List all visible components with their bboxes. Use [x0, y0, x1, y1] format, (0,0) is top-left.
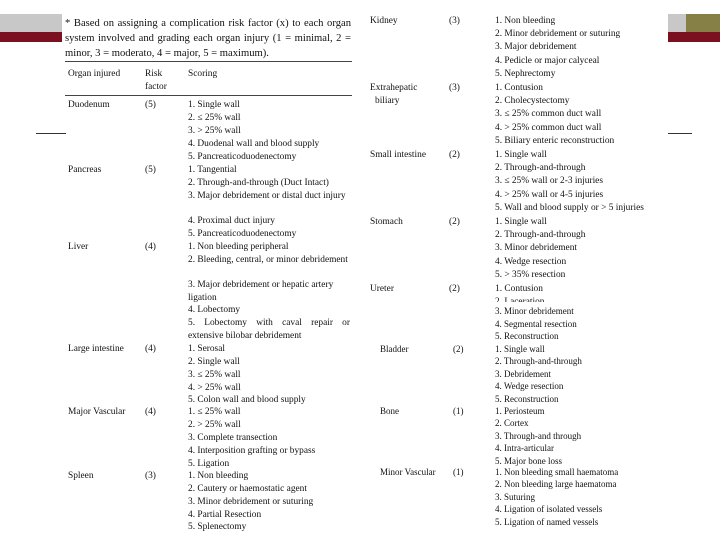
corner-block-gray-left-2: [22, 14, 62, 32]
score-item: 5. Reconstruction: [495, 394, 559, 404]
risk-bladder: (2): [453, 344, 464, 354]
score-item: 4. Intra-articular: [495, 443, 554, 453]
score-item: 4. > 25% wall: [188, 383, 241, 393]
organ-bladder: Bladder: [380, 344, 409, 354]
risk-stomach: (2): [449, 217, 460, 227]
risk-minor-vascular: (1): [453, 467, 464, 477]
organ-minor-vascular: Minor Vascular: [380, 467, 436, 477]
risk-spleen: (3): [145, 471, 156, 481]
score-item: 1. Non bleeding: [495, 16, 556, 26]
score-item: 4. > 25% common duct wall: [495, 123, 602, 133]
score-item: 3. ≤ 25% wall or 2-3 injuries: [495, 176, 603, 186]
organ-extrahepatic-biliary-line1: Extrahepatic: [370, 83, 418, 93]
score-item: 4. Ligation of isolated vessels: [495, 504, 603, 514]
risk-pancreas: (5): [145, 165, 156, 175]
corner-block-gray-left: [0, 14, 22, 32]
slide-rule-left: [36, 133, 66, 134]
score-item: 2. Minor debridement or suturing: [495, 29, 621, 39]
score-item: 2. Non bleeding large haematoma: [495, 479, 617, 489]
organ-duodenum: Duodenum: [68, 100, 110, 110]
score-item: 5. Wall and blood supply or > 5 injuries: [495, 203, 644, 213]
organ-spleen: Spleen: [68, 471, 94, 481]
score-item: 2. Through-and-through: [495, 356, 582, 366]
corner-block-maroon-left: [0, 32, 22, 42]
risk-liver: (4): [145, 242, 156, 252]
score-item: 4. Interposition grafting or bypass: [188, 446, 316, 456]
slide-rule-right: [666, 133, 692, 134]
score-item: 3. Suturing: [495, 492, 536, 502]
score-item: 2. ≤ 25% wall: [188, 113, 241, 123]
score-item: 5. Pancreaticoduodenectomy: [188, 152, 297, 162]
score-item: 3. ≤ 25% wall: [188, 370, 241, 380]
risk-major-vascular: (4): [145, 407, 156, 417]
score-item: 4. Segmental resection: [495, 319, 577, 329]
score-item: 1. Non bleeding small haematoma: [495, 467, 619, 477]
score-item: 1. Single wall: [188, 100, 240, 110]
header-scoring: Scoring: [188, 69, 218, 79]
score-item: 4. Proximal duct injury: [188, 216, 275, 226]
score-item: 5. Splenectomy: [188, 522, 247, 532]
score-item: 1. Serosal: [188, 344, 225, 354]
score-item: 2. Through-and-through (Duct Intact): [188, 178, 329, 188]
score-item: 1. Single wall: [495, 344, 545, 354]
score-item: 3. Minor debridement or suturing: [188, 497, 314, 507]
score-item: 4. Wedge resection: [495, 257, 567, 267]
score-item: 2. > 25% wall: [188, 420, 241, 430]
score-item: 4. Duodenal wall and blood supply: [188, 139, 320, 149]
score-item: 3. Through-and through: [495, 431, 582, 441]
table-footnote: * Based on assigning a complication risk factor (x) to each organ system involved and grading each organ injury (1 = minimal, 2 = minor, 3 = moderato, 4 = major, 5 = maximum).: [65, 18, 351, 59]
score-item: 2. Cautery or haemostatic agent: [188, 484, 307, 494]
score-item: 5. Ligation: [188, 459, 230, 469]
score-item: 4. > 25% wall or 4-5 injuries: [495, 190, 604, 200]
score-item: 4. Pedicle or major calyceal: [495, 56, 600, 66]
score-item: 3. Major debridement or distal duct injury: [188, 191, 346, 201]
organ-stomach: Stomach: [370, 217, 403, 227]
score-item: 3. Major debridement or hepatic artery ligation: [188, 280, 334, 304]
header-risk-factor-line1: Risk: [145, 69, 163, 79]
score-item: 1. Contusion: [495, 83, 543, 93]
score-item: 5. Biliary enteric reconstruction: [495, 136, 615, 146]
score-item: 1. Non bleeding: [188, 471, 249, 481]
score-item: 4. Lobectomy: [188, 305, 241, 315]
corner-block-maroon-left-2: [22, 32, 62, 42]
score-item: 2. Bleeding, central, or minor debridement: [188, 255, 348, 265]
score-item: 3. Major debridement: [495, 42, 577, 52]
risk-duodenum: (5): [145, 100, 156, 110]
organ-bone: Bone: [380, 406, 399, 416]
score-item: 3. Minor debridement: [495, 243, 578, 253]
score-item: 2. Through-and-through: [495, 163, 586, 173]
score-item: 3. Minor debridement: [495, 306, 574, 316]
score-item: 5. Nephrectomy: [495, 69, 556, 79]
organ-small-intestine: Small intestine: [370, 150, 426, 160]
score-item: 1. Contusion: [495, 284, 543, 294]
organ-large-intestine: Large intestine: [68, 344, 124, 354]
score-item: 5. Ligation of named vessels: [495, 517, 599, 527]
score-item: 2. Through-and-through: [495, 230, 586, 240]
score-item: 5. Lobectomy with caval repair or extensive bilobar debridement: [188, 318, 350, 342]
organ-major-vascular: Major Vascular: [68, 407, 126, 417]
risk-extrahepatic-biliary: (3): [449, 83, 460, 93]
risk-ureter: (2): [449, 284, 460, 294]
score-item: 4. Partial Resection: [188, 510, 262, 520]
risk-large-intestine: (4): [145, 344, 156, 354]
score-item: 5. > 35% resection: [495, 270, 566, 280]
score-item: 1. Single wall: [495, 217, 547, 227]
organ-kidney: Kidney: [370, 16, 398, 26]
risk-kidney: (3): [449, 16, 460, 26]
score-item: 4. Wedge resection: [495, 381, 564, 391]
table-header-rule: [65, 95, 352, 96]
corner-block-gray-right: [668, 14, 686, 32]
score-item: 3. > 25% wall: [188, 126, 241, 136]
score-item: 2. Cholecystectomy: [495, 96, 570, 106]
organ-pancreas: Pancreas: [68, 165, 102, 175]
score-item: 2. Cortex: [495, 418, 529, 428]
score-item: 1. ≤ 25% wall: [188, 407, 241, 417]
table-top-rule: [65, 61, 352, 62]
corner-block-olive-right: [686, 14, 720, 32]
header-risk-factor-line2: factor: [145, 82, 167, 92]
score-item: 3. Debridement: [495, 369, 551, 379]
score-item: 2. Single wall: [188, 357, 240, 367]
organ-ureter: Ureter: [370, 284, 394, 294]
risk-small-intestine: (2): [449, 150, 460, 160]
score-item: 5. Major bone loss: [495, 456, 562, 466]
score-item: 5. Colon wall and blood supply: [188, 395, 306, 405]
score-item: 1. Single wall: [495, 150, 547, 160]
score-item: 1. Periosteum: [495, 406, 545, 416]
score-item: 1. Tangential: [188, 165, 237, 175]
score-item: 3. Complete transection: [188, 433, 278, 443]
risk-bone: (1): [453, 406, 464, 416]
header-organ-injured: Organ injured: [68, 69, 121, 79]
score-item: 3. ≤ 25% common duct wall: [495, 109, 602, 119]
corner-block-maroon-right: [668, 32, 720, 42]
score-item: 5. Reconstruction: [495, 331, 559, 341]
organ-liver: Liver: [68, 242, 89, 252]
score-item: 5. Pancreaticoduodenectomy: [188, 229, 297, 239]
score-item: 1. Non bleeding peripheral: [188, 242, 289, 252]
organ-extrahepatic-biliary-line2: biliary: [375, 96, 400, 106]
